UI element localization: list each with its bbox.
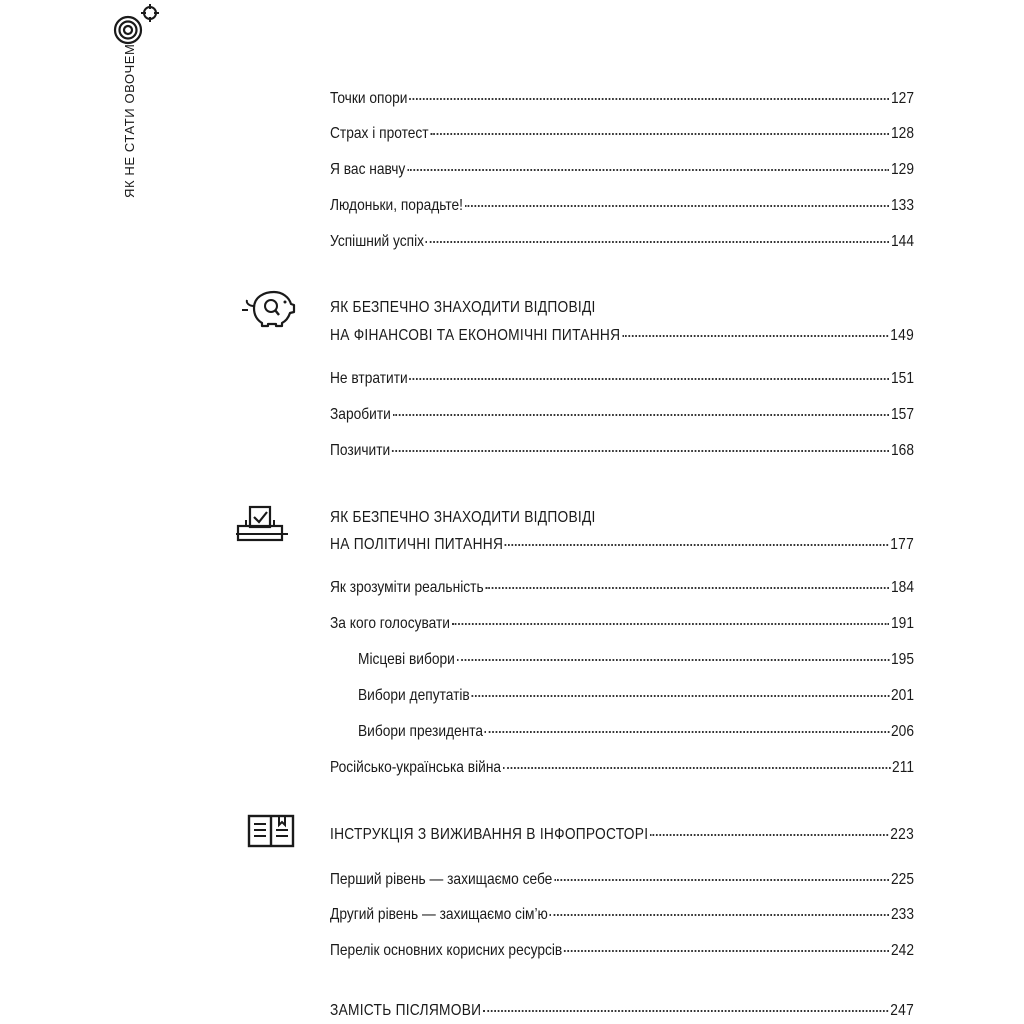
- dot-leader: [622, 335, 889, 337]
- toc-entry[interactable]: [330, 941, 914, 961]
- toc-section-entry[interactable]: [330, 535, 914, 555]
- toc-entry-label: Я вас навчу: [330, 161, 406, 178]
- toc-entry-label: Не втратити: [330, 370, 408, 387]
- toc-entry-label: ЗАМІСТЬ ПІСЛЯМОВИ: [330, 1002, 482, 1019]
- toc-entry-page: 168: [891, 442, 914, 459]
- toc-section-entry[interactable]: [330, 1001, 914, 1021]
- toc-entry[interactable]: [330, 578, 914, 598]
- toc-entry-label: Страх і протест: [330, 125, 429, 142]
- toc-entry-page: 144: [891, 233, 914, 250]
- dot-leader: [409, 98, 889, 100]
- toc-entry-page: 128: [891, 125, 914, 142]
- section-title-line: ЯК БЕЗПЕЧНО ЗНАХОДИТИ ВІДПОВІДІ: [330, 299, 596, 316]
- toc-entry-label: Людоньки, порадьте!: [330, 197, 464, 214]
- toc-entry-page: 247: [890, 1002, 914, 1019]
- toc-entry-page: 201: [891, 687, 914, 704]
- dot-leader: [471, 695, 889, 697]
- toc-entry[interactable]: [330, 614, 914, 634]
- dot-leader: [505, 544, 889, 546]
- toc-entry-page: 191: [891, 615, 914, 632]
- toc-entry-label: Російсько-українська війна: [330, 759, 502, 776]
- toc-entry-label: НА ФІНАНСОВІ ТА ЕКОНОМІЧНІ ПИТАННЯ: [330, 327, 621, 344]
- toc-entry-label: Місцеві вибори: [358, 651, 455, 668]
- toc-entry-label: За кого голосувати: [330, 615, 450, 632]
- toc-entry-page: 151: [891, 370, 914, 387]
- toc-entry-page: 184: [891, 579, 914, 596]
- dot-leader: [452, 623, 890, 625]
- toc-entry[interactable]: [330, 758, 914, 778]
- dot-leader: [409, 378, 889, 380]
- dot-leader: [650, 834, 889, 836]
- toc-entry-page: 129: [891, 161, 914, 178]
- toc-entry-page: 133: [891, 197, 914, 214]
- toc-subentry[interactable]: [358, 650, 914, 670]
- piggy-bank-magnifier-icon: [240, 288, 296, 328]
- dot-leader: [485, 587, 889, 589]
- toc-entry[interactable]: [330, 369, 914, 389]
- toc-entry-label: Заробити: [330, 406, 391, 423]
- toc-entry[interactable]: [330, 124, 914, 144]
- toc-entry-page: 223: [890, 826, 914, 843]
- toc-entry-page: 211: [892, 759, 914, 776]
- toc-entry-page: 177: [890, 536, 914, 553]
- toc-section-entry[interactable]: [330, 825, 914, 845]
- toc-entry[interactable]: [330, 905, 914, 925]
- toc-entry-label: Другий рівень — захищаємо сім’ю: [330, 906, 548, 923]
- toc-entry-label: ІНСТРУКЦІЯ З ВИЖИВАННЯ В ІНФОПРОСТОРІ: [330, 826, 649, 843]
- open-book-icon: [246, 812, 296, 850]
- section-title-line: ЯК БЕЗПЕЧНО ЗНАХОДИТИ ВІДПОВІДІ: [330, 509, 596, 526]
- toc-entry-label: Вибори депутатів: [358, 687, 470, 704]
- toc-entry-label: Точки опори: [330, 90, 408, 107]
- dot-leader: [393, 414, 890, 416]
- toc-entry-page: 195: [891, 651, 914, 668]
- running-head-book-title: ЯК НЕ СТАТИ ОВОЧЕМ: [122, 43, 137, 198]
- dot-leader: [426, 241, 890, 243]
- toc-entry[interactable]: [330, 232, 914, 252]
- toc-section-entry[interactable]: [330, 326, 914, 346]
- toc-entry-page: 157: [891, 406, 914, 423]
- dot-leader: [503, 767, 891, 769]
- dot-leader: [485, 731, 889, 733]
- toc-entry-page: 233: [891, 906, 914, 923]
- toc-entry[interactable]: [330, 89, 914, 109]
- toc-entry-page: 127: [891, 90, 914, 107]
- toc-entry-label: Вибори президента: [358, 723, 484, 740]
- dot-leader: [407, 169, 889, 171]
- toc-entry-label: Перелік основних корисних ресурсів: [330, 942, 563, 959]
- toc-entry[interactable]: [330, 405, 914, 425]
- toc-entry-page: 206: [891, 723, 914, 740]
- toc-entry-page: 242: [891, 942, 914, 959]
- toc-subentry[interactable]: [358, 722, 914, 742]
- toc-entry[interactable]: [330, 870, 914, 890]
- toc-entry-label: Як зрозуміти реальність: [330, 579, 484, 596]
- toc-entry-page: 149: [890, 327, 914, 344]
- toc-entry-label: Успішний успіх: [330, 233, 425, 250]
- toc-entry-label: НА ПОЛІТИЧНІ ПИТАННЯ: [330, 536, 504, 553]
- dot-leader: [554, 879, 889, 881]
- dot-leader: [457, 659, 890, 661]
- dot-leader: [392, 450, 889, 452]
- ballot-box-icon: [234, 504, 292, 544]
- dot-leader: [430, 133, 889, 135]
- toc-entry-page: 225: [891, 871, 914, 888]
- toc-entry[interactable]: [330, 160, 914, 180]
- toc-entry[interactable]: [330, 196, 914, 216]
- dot-leader: [483, 1010, 889, 1012]
- dot-leader: [564, 950, 889, 952]
- toc-entry-label: Перший рівень — захищаємо себе: [330, 871, 553, 888]
- toc-subentry[interactable]: [358, 686, 914, 706]
- toc-entry-label: Позичити: [330, 442, 391, 459]
- dot-leader: [465, 205, 890, 207]
- dot-leader: [550, 914, 890, 916]
- toc-entry[interactable]: [330, 441, 914, 461]
